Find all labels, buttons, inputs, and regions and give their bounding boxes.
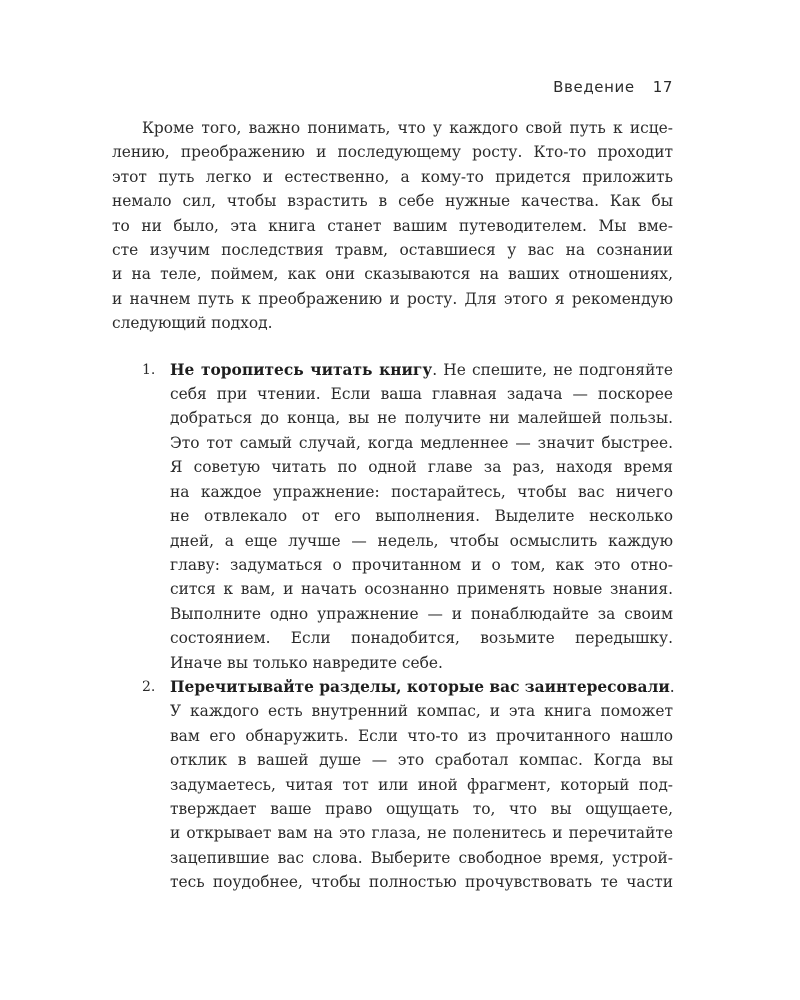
- text-line: Это тот самый случай, когда медленнее — значит быстрее.: [170, 433, 673, 452]
- text-line: отклик в вашей душе — это сработал компас. Когда вы: [170, 751, 673, 770]
- text-line: немало сил, чтобы взрастить в себе нужные качества. Как бы: [112, 192, 673, 211]
- text-line: и открывает вам на это глаза, не поленитесь и перечитайте: [170, 824, 673, 843]
- text-line: и на теле, поймем, как они сказываются на ваших отношениях,: [112, 265, 673, 284]
- text-line: тверждает ваше право ощущать то, что вы ощущаете,: [170, 799, 673, 818]
- text-line: дней, а еще лучше — недель, чтобы осмыслить каждую: [170, 531, 673, 550]
- text-line: Выполните одно упражнение — и понаблюдайте за своим: [170, 604, 673, 623]
- page-number: 17: [652, 78, 673, 96]
- running-header: [553, 78, 673, 96]
- item-heading-tail: .: [669, 677, 675, 696]
- text-line: У каждого есть внутренний компас, и эта книга поможет: [170, 702, 673, 721]
- text-line: сится к вам, и начать осознанно применять новые знания.: [170, 580, 673, 599]
- list-number: 1.: [142, 361, 156, 378]
- item-heading: Перечитывайте разделы, которые вас заинтересовали: [170, 677, 670, 696]
- text-line: лению, преображению и последующему росту. Кто-то проходит: [112, 143, 673, 162]
- intro-paragraph: [112, 116, 673, 336]
- text-line: то ни было, эта книга станет вашим путеводителем. Мы вме-: [112, 216, 673, 235]
- text-line: тесь поудобнее, чтобы полностью прочувствовать те части: [170, 873, 673, 892]
- text-line: себя при чтении. Если ваша главная задача — поскорее: [170, 385, 673, 404]
- item-heading: Не торопитесь читать книгу: [170, 360, 433, 379]
- text-line: [170, 358, 673, 382]
- text-line: Кроме того, важно понимать, что у каждого свой путь к исце-: [142, 119, 673, 137]
- item-heading-tail: . Не спешите, не подгоняйте: [432, 360, 673, 379]
- list-item: [112, 675, 673, 895]
- text-line: состоянием. Если понадобится, возьмите передышку.: [170, 629, 673, 648]
- text-line: добраться до конца, вы не получите ни малейшей пользы.: [170, 409, 673, 428]
- text-line: [170, 675, 673, 699]
- list-item: [112, 358, 673, 675]
- page-body: [112, 116, 673, 895]
- text-line: главу: задуматься о прочитанном и о том, как это отно-: [170, 555, 673, 574]
- section-title: Введение: [553, 78, 635, 96]
- text-line: Я советую читать по одной главе за раз, находя время: [170, 458, 673, 477]
- recommendation-list: [112, 358, 673, 895]
- list-number: 2.: [142, 678, 156, 695]
- text-line: зацепившие вас слова. Выберите свободное время, устрой-: [170, 848, 673, 867]
- text-line: и начнем путь к преображению и росту. Для этого я рекомендую: [112, 289, 673, 308]
- text-line: Иначе вы только навредите себе.: [170, 653, 443, 672]
- text-line: вам его обнаружить. Если что-то из прочитанного нашло: [170, 726, 673, 745]
- text-line: сте изучим последствия травм, оставшиеся у вас на сознании: [112, 241, 673, 260]
- text-line: этот путь легко и естественно, а кому-то придется приложить: [112, 167, 673, 186]
- text-line: задумаетесь, читая тот или иной фрагмент, который под-: [170, 775, 673, 794]
- text-line: не отвлекало от его выполнения. Выделите несколько: [170, 507, 673, 526]
- text-line: следующий подход.: [112, 314, 273, 333]
- text-line: на каждое упражнение: постарайтесь, чтобы вас ничего: [170, 482, 673, 501]
